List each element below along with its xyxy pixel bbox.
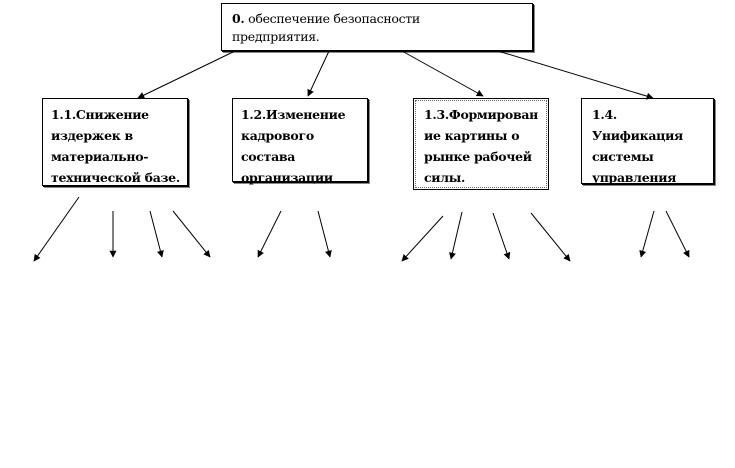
arrow-root-to-1-2 (308, 51, 329, 96)
node-1-4: 1.4. Унификация системы управления (581, 98, 714, 184)
node-1-3: 1.3.Формирован ие картины о рынке рабочей силы. (413, 98, 549, 190)
arrow-1-2-a (258, 211, 281, 257)
arrow-1-3-d (531, 213, 570, 261)
node-1-1: 1.1.Снижение издержек в материально- технической базе. (42, 98, 188, 186)
arrow-1-3-c (493, 213, 509, 259)
node-1-2: 1.2.Изменение кадрового состава организации (232, 98, 368, 182)
root-node-label: обеспечение безопасности предприятия. (232, 11, 420, 44)
arrow-1-1-a (34, 197, 79, 261)
arrow-root-to-1-1 (138, 51, 235, 98)
arrow-1-3-b (451, 212, 462, 259)
arrow-1-4-a (641, 211, 654, 257)
arrow-1-3-a (402, 216, 443, 261)
root-node (221, 3, 533, 51)
arrow-1-1-c (150, 211, 162, 257)
arrow-root-to-1-3 (402, 51, 483, 96)
arrow-1-4-b (666, 211, 689, 257)
arrow-root-to-1-4 (498, 51, 653, 98)
arrow-1-2-b (318, 211, 330, 257)
root-node-number: 0. (232, 11, 245, 26)
arrow-1-1-d (173, 211, 210, 257)
